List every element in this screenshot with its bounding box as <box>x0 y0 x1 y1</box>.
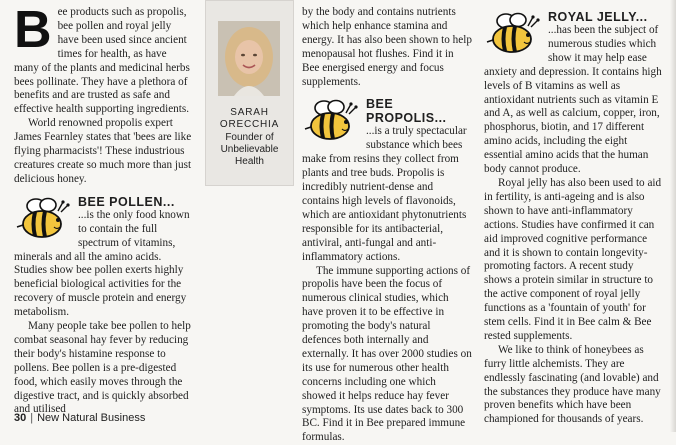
section-text: ...has been the subject of numerous studies which show it may help ease anxiety and depression. It contains high levels of B vitamins as well as antioxidant nutrients such as vitamin E and A, as well as calcium, copper, iron, phosphorus, biotin, and 17 different amino acids, including the eight essential amino acids that the human body cannot produce. <box>484 24 662 177</box>
page-edge-shadow <box>670 0 676 432</box>
author-photo <box>218 21 280 96</box>
quote-paragraph: World renowned propolis expert James Fearnley states that 'bees are like flying pharmacists'! These industrious creatures create so much more than just delicious honey. <box>14 117 194 187</box>
page-footer <box>14 412 145 424</box>
publication-name: New Natural Business <box>37 412 145 424</box>
bee-icon <box>302 99 360 143</box>
page-number: 30 <box>14 412 26 424</box>
section-heading: ROYAL JELLY... <box>484 10 662 24</box>
jelly-paragraph-3: We like to think of honeybees as furry little alchemists. They are endlessly fascinating (and lovable) and the substances they produce have many proven benefits which have been championed for thousands of years. <box>484 344 662 427</box>
author-name: SARAH ORECCHIA <box>206 107 293 131</box>
intro-paragraph: Bee products such as propolis, bee pollen and royal jelly have been used since ancient times for health, as have many of the plants and medicinal herbs bees pollinate. They have a plethora of benefits and are trusted as safe and effective health supporting ingredients. <box>14 6 194 117</box>
bee-propolis-section <box>302 97 472 264</box>
author-title: Founder of Unbelievable Health <box>206 132 293 168</box>
author-sidebar <box>205 0 294 186</box>
pollen-paragraph-2: Many people take bee pollen to help combat seasonal hay fever by reducing their body's histamine response to pollens. Bee pollen is a pre-digested food, which easily moves through the digestive tract, and is quickly absorbed and utilised <box>14 320 194 417</box>
pollen-continued: by the body and contains nutrients which help enhance stamina and energy. It has also been shown to help menopausal hot flushes. Find it in Bee energised energy and focus supplements. <box>302 6 472 89</box>
bee-icon <box>14 197 72 241</box>
article-column-3 <box>484 6 662 427</box>
drop-cap: B <box>14 8 52 52</box>
section-heading: BEE PROPOLIS... <box>302 97 472 125</box>
royal-jelly-section <box>484 10 662 177</box>
portrait-icon <box>218 21 280 96</box>
section-heading: BEE POLLEN... <box>14 195 194 209</box>
article-column-1 <box>14 6 194 417</box>
article-column-2 <box>302 6 472 445</box>
jelly-paragraph-2: Royal jelly has also been used to aid in fertility, is anti-ageing and is also shown to have anti-inflammatory actions. Studies have confirmed it can aid improved cognitive performance and it is shown to contain longevity-promoting factors. A recent study shows a protein similar in structure to the active component of royal jelly functions as a 'fountain of youth' for stem cells. Find it in Bee calm & Bee rested supplements. <box>484 177 662 344</box>
bee-icon <box>484 12 542 56</box>
bee-pollen-section <box>14 195 194 320</box>
propolis-paragraph-2: The immune supporting actions of propolis have been the focus of numerous clinical studies, which have proven it to be effective in promoting the body's natural defences both internally and externally. It has over 2000 studies on its use for numerous other health concerns including one which showed it helps reduce hay fever symptoms. Its use dates back to 300 BC. Find it in Bee prepared immune formulas. <box>302 265 472 445</box>
section-text: ...is the only food known to contain the full spectrum of vitamins, minerals and all the amino acids. Studies show bee pollen exerts highly beneficial biological activities for the recovery of muscle protein and energy metabolism. <box>14 209 194 320</box>
footer-separator: | <box>30 412 33 424</box>
section-text: ...is a truly spectacular substance which bees make from resins they collect from plants and tree buds. Propolis is incredibly nutrient-dense and contains high levels of flavonoids, which are antioxidant phytonutrients responsible for its antibacterial, antiviral, anti-fungal and anti-inflammatory actions. <box>302 125 472 264</box>
